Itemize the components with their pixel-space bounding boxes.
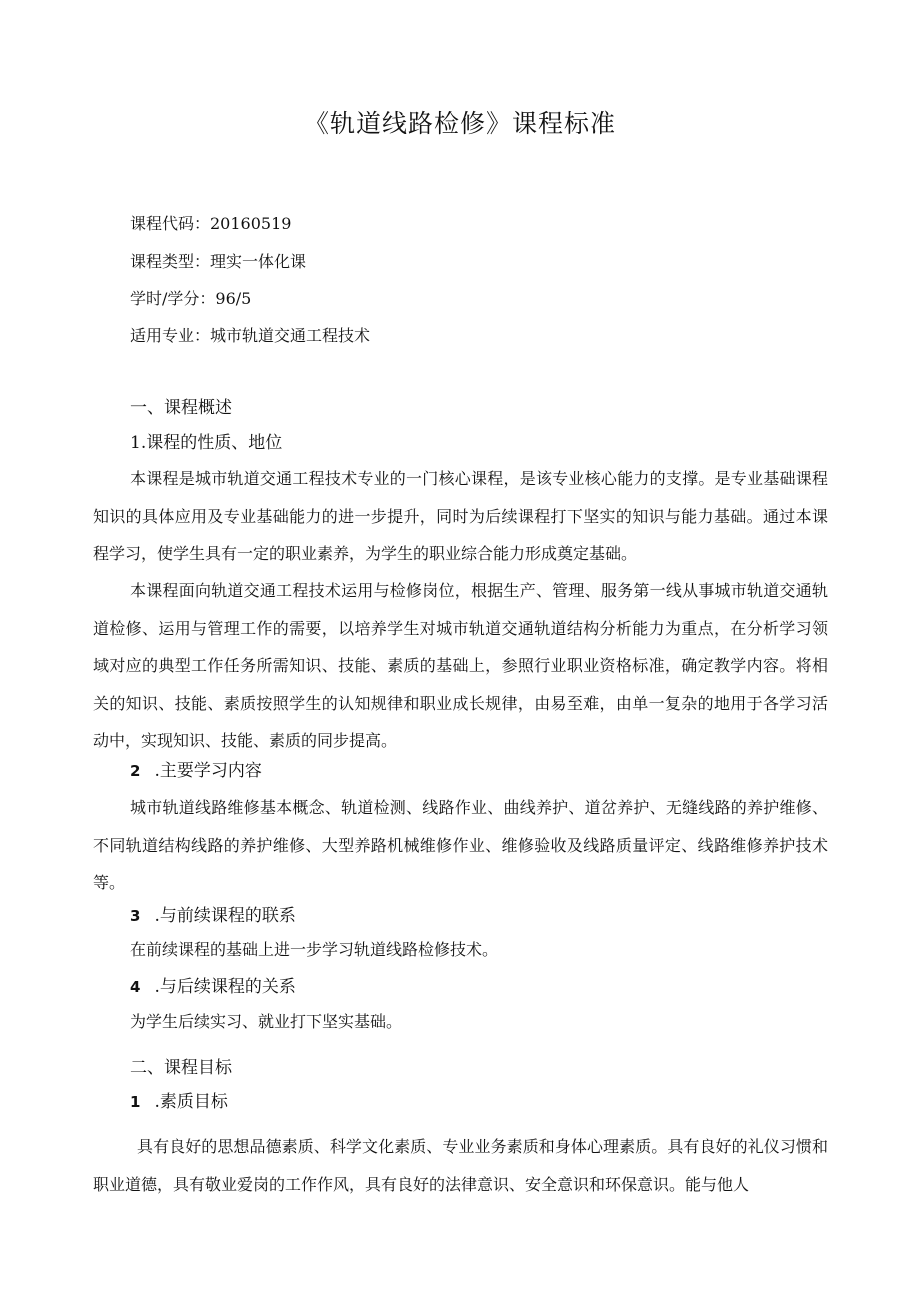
document-title: 《轨道线路检修》课程标准 [303, 109, 616, 138]
course-code: 课程代码：20160519 [130, 214, 292, 233]
section1-sub2 [130, 760, 262, 782]
sub2-text: .主要学习内容 [154, 761, 262, 781]
sub3-number: 3 [130, 907, 141, 925]
sub2-number: 2 [130, 762, 141, 780]
section2-heading: 二、课程目标 [130, 1058, 232, 1078]
course-hours: 学时/学分：96/5 [130, 289, 252, 308]
section1-sub4 [130, 976, 296, 998]
section1-paragraph-1: 本课程是城市轨道交通工程技术专业的一门核心课程，是该专业核心能力的支撑。是专业基础课程知识的具体应用及专业基础能力的进一步提升，同时为后续课程打下坚实的知识与能力基础。通过本课程学习，使学生具有一定的职业素养，为学生的职业综合能力形成奠定基础。 [93, 469, 828, 563]
sub3-text: .与前续课程的联系 [154, 906, 296, 926]
section1-sub1: 1.课程的性质、地位 [130, 433, 283, 453]
s2-sub1-text: .素质目标 [154, 1092, 228, 1112]
section1-paragraph-3: 城市轨道线路维修基本概念、轨道检测、线路作业、曲线养护、道岔养护、无缝线路的养护维修、不同轨道结构线路的养护维修、大型养路机械维修作业、维修验收及线路质量评定、线路维修养护技术等。 [93, 798, 828, 892]
sub4-text: .与后续课程的关系 [154, 977, 296, 997]
section2-sub1 [130, 1091, 228, 1113]
sub4-number: 4 [130, 978, 141, 996]
section1-sub3 [130, 905, 296, 927]
section2-paragraph-1: 具有良好的思想品德素质、科学文化素质、专业业务素质和身体心理素质。具有良好的礼仪习惯和职业道德，具有敬业爱岗的工作作风，具有良好的法律意识、安全意识和环保意识。能与他人 [93, 1137, 828, 1194]
section1-paragraph-2: 本课程面向轨道交通工程技术运用与检修岗位，根据生产、管理、服务第一线从事城市轨道交通轨道检修、运用与管理工作的需要，以培养学生对城市轨道交通轨道结构分析能力为重点，在分析学习领域对应的典型工作任务所需知识、技能、素质的基础上，参照行业职业资格标准，确定教学内容。将相关的知识、技能、素质按照学生的认知规律和职业成长规律，由易至难，由单一复杂的地用于各学习活动中，实现知识、技能、素质的同步提高。 [93, 581, 828, 750]
section1-paragraph-4: 在前续课程的基础上进一步学习轨道线路检修技术。 [130, 940, 499, 959]
section1-heading: 一、课程概述 [130, 398, 232, 418]
s2-sub1-number: 1 [130, 1093, 141, 1111]
section1-paragraph-5: 为学生后续实习、就业打下坚实基础。 [130, 1012, 403, 1031]
course-major: 适用专业：城市轨道交通工程技术 [130, 326, 371, 345]
course-type: 课程类型：理实一体化课 [130, 252, 307, 271]
